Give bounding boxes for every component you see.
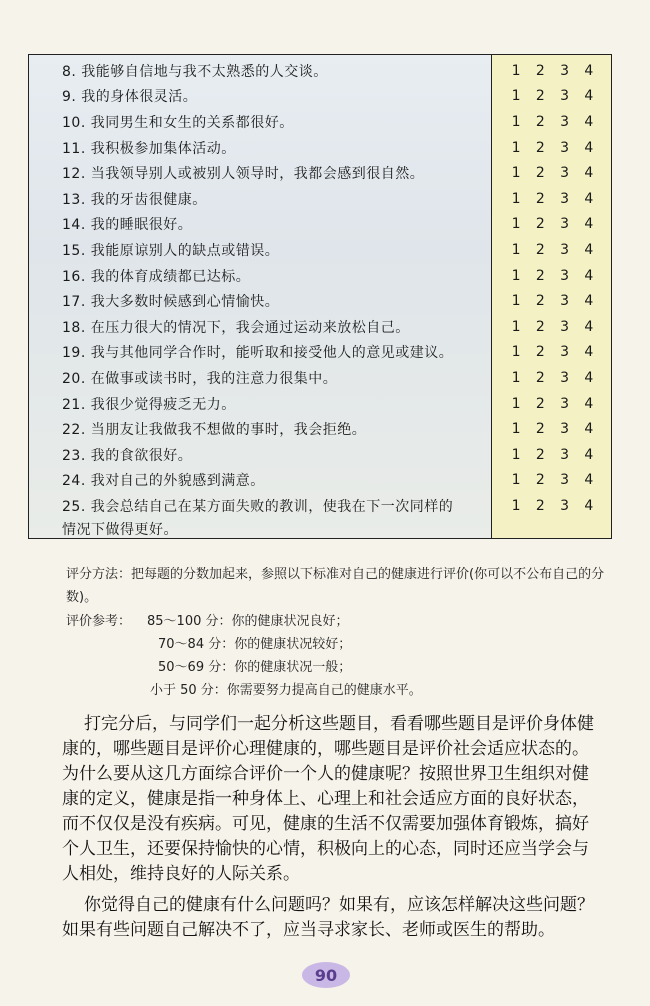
score-row (492, 263, 611, 289)
question-row (29, 109, 491, 135)
score-option: 4 (584, 165, 594, 182)
question-text: 15. 我能原谅别人的缺点或错误。 (62, 242, 280, 259)
score-option: 4 (584, 395, 594, 412)
score-row (492, 109, 611, 135)
score-option: 4 (584, 190, 594, 207)
score-option: 1 (511, 344, 521, 361)
score-row (492, 314, 611, 340)
question-text: 13. 我的牙齿很健康。 (62, 191, 207, 208)
score-option: 1 (511, 421, 521, 438)
question-row (29, 288, 491, 314)
score-option: 3 (560, 293, 570, 310)
score-row (492, 340, 611, 366)
score-row (492, 237, 611, 263)
question-row (29, 135, 491, 161)
score-option: 1 (511, 190, 521, 207)
score-option: 1 (511, 113, 521, 130)
score-option: 3 (560, 216, 570, 233)
score-option: 2 (535, 216, 545, 233)
score-row (492, 416, 611, 442)
score-row (492, 468, 611, 494)
score-row (492, 365, 611, 391)
score-option: 2 (535, 62, 545, 79)
question-text: 25. 我会总结自己在某方面失败的教训，使我在下一次同样的 (62, 499, 454, 516)
score-option: 3 (560, 267, 570, 284)
question-text: 24. 我对自己的外貌感到满意。 (62, 473, 265, 490)
score-option: 3 (560, 165, 570, 182)
score-option: 2 (535, 446, 545, 463)
score-option: 2 (535, 241, 545, 258)
score-row (492, 442, 611, 468)
score-option: 4 (584, 497, 594, 514)
question-text: 22. 当朋友让我做我不想做的事时，我会拒绝。 (62, 422, 367, 439)
score-option: 4 (584, 472, 594, 489)
score-option: 3 (560, 139, 570, 156)
question-row (29, 314, 491, 340)
reference-line-3: 50～69 分：你的健康状况一般； (158, 660, 352, 675)
score-option: 1 (511, 139, 521, 156)
question-text-continued: 情况下做得更好。 (62, 522, 178, 539)
score-option: 3 (560, 472, 570, 489)
question-row (29, 442, 491, 468)
score-option: 1 (511, 165, 521, 182)
question-row (29, 237, 491, 263)
score-row (492, 288, 611, 314)
score-option: 2 (535, 88, 545, 105)
question-column (29, 55, 492, 538)
score-option: 4 (584, 241, 594, 258)
question-row (29, 340, 491, 366)
score-option: 3 (560, 113, 570, 130)
question-text: 20. 在做事或读书时，我的注意力很集中。 (62, 370, 338, 387)
question-text: 12. 当我领导别人或被别人领导时，我都会感到很自然。 (62, 166, 425, 183)
questionnaire-table (28, 54, 612, 539)
score-option: 4 (584, 318, 594, 335)
question-text: 10. 我同男生和女生的关系都很好。 (62, 114, 294, 131)
score-option: 2 (535, 472, 545, 489)
question-text: 19. 我与其他同学合作时，能听取和接受他人的意见或建议。 (62, 345, 454, 362)
question-row (29, 365, 491, 391)
reference-line-2: 70～84 分：你的健康状况较好； (158, 637, 352, 652)
score-option: 4 (584, 216, 594, 233)
score-option: 2 (535, 318, 545, 335)
score-option: 4 (584, 421, 594, 438)
question-text: 23. 我的食欲很好。 (62, 447, 193, 464)
reference-line-4: 小于 50 分：你需要努力提高自己的健康水平。 (150, 683, 422, 698)
score-option: 1 (511, 62, 521, 79)
score-option: 2 (535, 395, 545, 412)
score-option: 1 (511, 88, 521, 105)
score-option: 3 (560, 62, 570, 79)
score-option: 2 (535, 165, 545, 182)
score-option: 1 (511, 318, 521, 335)
reference-label: 评价参考： (66, 614, 132, 629)
scoring-method-text: 评分方法：把每题的分数加起来，参照以下标准对自己的健康进行评价(你可以不公布自己的分数)。 (66, 567, 605, 605)
score-option: 2 (535, 139, 545, 156)
score-option: 1 (511, 472, 521, 489)
score-row (492, 212, 611, 238)
score-option: 3 (560, 190, 570, 207)
question-text: 14. 我的睡眠很好。 (62, 217, 193, 234)
score-option: 2 (535, 369, 545, 386)
score-row (492, 84, 611, 110)
question-row (29, 416, 491, 442)
question-text: 9. 我的身体很灵活。 (62, 89, 198, 106)
scoring-method (66, 563, 626, 609)
score-option: 2 (535, 190, 545, 207)
question-text: 16. 我的体育成绩都已达标。 (62, 268, 251, 285)
question-text: 17. 我大多数时候感到心情愉快。 (62, 294, 280, 311)
question-text: 18. 在压力很大的情况下，我会通过运动来放松自己。 (62, 319, 410, 336)
score-option: 4 (584, 88, 594, 105)
score-option: 4 (584, 62, 594, 79)
score-option: 3 (560, 88, 570, 105)
score-option: 4 (584, 267, 594, 284)
score-option: 1 (511, 267, 521, 284)
question-row (29, 493, 491, 543)
score-option: 1 (511, 216, 521, 233)
score-option: 4 (584, 293, 594, 310)
score-option: 4 (584, 446, 594, 463)
score-option: 2 (535, 267, 545, 284)
score-option: 3 (560, 344, 570, 361)
score-option: 1 (511, 395, 521, 412)
question-text: 8. 我能够自信地与我不太熟悉的人交谈。 (62, 63, 328, 80)
question-row (29, 160, 491, 186)
question-text: 21. 我很少觉得疲乏无力。 (62, 396, 236, 413)
question-row (29, 186, 491, 212)
paragraph-1: 打完分后，与同学们一起分析这些题目，看看哪些题目是评价身体健康的，哪些题目是评价心理健康的，哪些题目是评价社会适应状态的。为什么要从这几方面综合评价一个人的健康呢？按照世界卫生组织对健康的定义，健康是指一种身体上、心理上和社会适应方面的良好状态，而不仅仅是没有疾病。可见，健康的生活不仅需要加强体育锻炼，搞好个人卫生，还要保持愉快的心情，积极向上的心态，同时还应当学会与人相处，维持良好的人际关系。 (62, 714, 594, 884)
score-option: 3 (560, 369, 570, 386)
score-option: 3 (560, 318, 570, 335)
question-row (29, 468, 491, 494)
score-option: 3 (560, 421, 570, 438)
score-row (492, 391, 611, 417)
question-row (29, 391, 491, 417)
score-option: 4 (584, 139, 594, 156)
question-row (29, 263, 491, 289)
score-option: 1 (511, 241, 521, 258)
score-option: 4 (584, 344, 594, 361)
score-row (492, 493, 611, 519)
score-row (492, 160, 611, 186)
question-row (29, 212, 491, 238)
score-option: 2 (535, 113, 545, 130)
score-row (492, 135, 611, 161)
question-text: 11. 我积极参加集体活动。 (62, 140, 236, 157)
reference-line-1: 85～100 分：你的健康状况良好； (147, 614, 349, 629)
score-option: 4 (584, 113, 594, 130)
score-option: 2 (535, 421, 545, 438)
score-option: 4 (584, 369, 594, 386)
score-option: 1 (511, 369, 521, 386)
question-row (29, 58, 491, 84)
score-row (492, 186, 611, 212)
question-row (29, 84, 491, 110)
score-option: 2 (535, 293, 545, 310)
score-option: 3 (560, 446, 570, 463)
score-option: 1 (511, 446, 521, 463)
score-option: 1 (511, 293, 521, 310)
score-column (492, 55, 611, 538)
score-row (492, 58, 611, 84)
score-option: 2 (535, 344, 545, 361)
score-option: 1 (511, 497, 521, 514)
score-option: 3 (560, 497, 570, 514)
score-option: 3 (560, 241, 570, 258)
page-number: 90 (302, 962, 350, 988)
score-option: 3 (560, 395, 570, 412)
paragraph-2: 你觉得自己的健康有什么问题吗？如果有，应该怎样解决这些问题？如果有些问题自己解决不了，应当寻求家长、老师或医生的帮助。 (62, 895, 594, 940)
score-option: 2 (535, 497, 545, 514)
